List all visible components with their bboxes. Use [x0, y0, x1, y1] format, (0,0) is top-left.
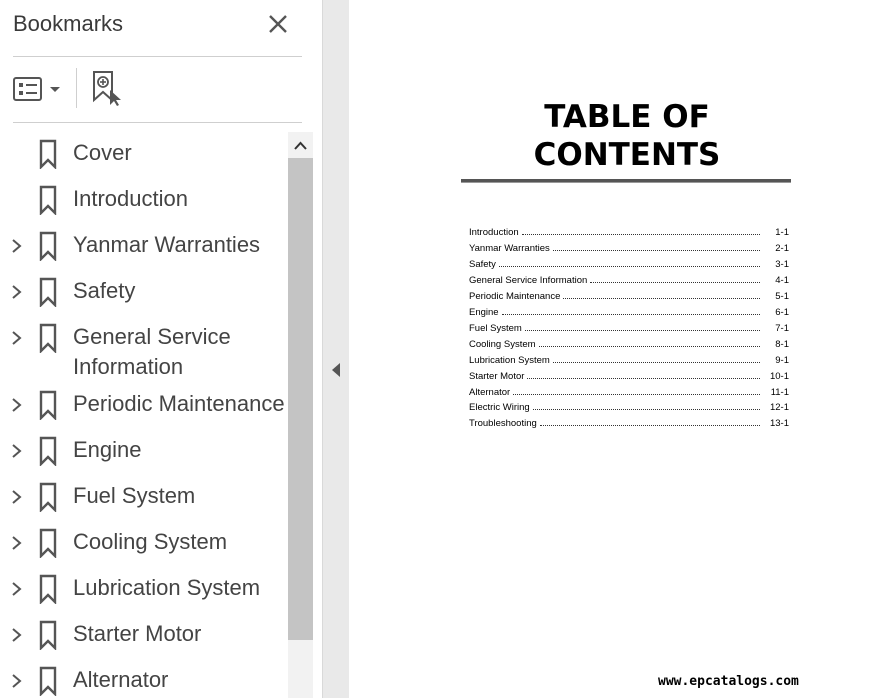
- toolbar-separator: [76, 68, 77, 108]
- toc-leader: [553, 250, 760, 251]
- toc-row: [469, 382, 789, 398]
- bookmark-item[interactable]: [0, 573, 288, 607]
- toc-entry-page: 5-1: [775, 290, 789, 302]
- triangle-left-icon: [330, 360, 342, 380]
- panel-title: Bookmarks: [13, 11, 124, 36]
- bookmark-label: Starter Motor: [73, 621, 202, 646]
- chevron-right-icon[interactable]: [9, 284, 25, 300]
- bookmark-icon: [38, 323, 58, 353]
- chevron-right-icon[interactable]: [9, 238, 25, 254]
- toc-leader: [499, 266, 760, 267]
- toc-entry-page: 7-1: [775, 322, 789, 334]
- toc-title-line2: CONTENTS: [533, 137, 721, 173]
- bookmark-item[interactable]: [0, 138, 288, 172]
- toc-title: [470, 98, 784, 174]
- bookmark-label: Safety: [73, 278, 136, 303]
- toc-leader: [539, 346, 760, 347]
- bookmark-label: Lubrication System: [73, 575, 261, 600]
- toc-leader: [563, 298, 760, 299]
- toc-entry-page: 9-1: [775, 354, 789, 366]
- toc-entry-page: 3-1: [775, 258, 789, 270]
- close-icon: [264, 10, 292, 38]
- bookmark-item[interactable]: [0, 322, 288, 386]
- bookmark-label: Engine: [73, 437, 142, 462]
- chevron-up-icon: [288, 132, 313, 158]
- chevron-right-icon[interactable]: [9, 489, 25, 505]
- chevron-right-icon[interactable]: [9, 581, 25, 597]
- chevron-right-icon[interactable]: [9, 673, 25, 689]
- chevron-right-icon[interactable]: [9, 443, 25, 459]
- bookmark-item[interactable]: [0, 230, 288, 264]
- toc-entry-name: General Service Information: [469, 274, 588, 286]
- bookmark-label-line2: Information: [73, 354, 184, 379]
- toc-row: [469, 238, 789, 254]
- bookmark-icon: [38, 390, 58, 420]
- add-bookmark-button[interactable]: [90, 70, 126, 108]
- bookmark-label: Cover: [73, 140, 132, 165]
- bookmark-icon: [38, 139, 58, 169]
- toc-row: [469, 270, 789, 286]
- toc-title-line1: TABLE OF: [544, 99, 710, 135]
- toc-entry-name: Fuel System: [469, 322, 522, 334]
- bookmark-item[interactable]: [0, 665, 288, 698]
- toc-row: [469, 254, 789, 270]
- chevron-right-icon[interactable]: [9, 535, 25, 551]
- toc-entry-name: Periodic Maintenance: [469, 290, 561, 302]
- toc-row: [469, 350, 789, 366]
- toc-row: [469, 397, 789, 413]
- toc-row: [469, 222, 789, 238]
- toc-leader: [525, 330, 760, 331]
- toc-entry-page: 4-1: [775, 274, 789, 286]
- toc-entry-name: Engine: [469, 306, 499, 318]
- toc-entry-page: 8-1: [775, 338, 789, 350]
- toc-entry-name: Introduction: [469, 227, 519, 238]
- bookmark-item[interactable]: [0, 276, 288, 310]
- toc-entry-page: 13-1: [769, 418, 789, 430]
- bookmark-label: Periodic Maintenance: [73, 391, 285, 416]
- toc-entry-page: 10-1: [769, 370, 789, 382]
- watermark: www.epcatalogs.com: [658, 674, 799, 689]
- bookmark-icon: [38, 666, 58, 696]
- panel-splitter[interactable]: [323, 0, 349, 698]
- toc-entry-page: 12-1: [769, 402, 789, 414]
- toc-leader: [590, 282, 760, 283]
- toc-leader: [502, 314, 760, 315]
- bookmark-icon: [38, 482, 58, 512]
- toc-row: [469, 302, 789, 318]
- bookmark-icon: [38, 620, 58, 650]
- bookmark-label: Introduction: [73, 186, 188, 211]
- toc-entry-page: 11-1: [770, 386, 789, 398]
- toc-row: [469, 366, 789, 382]
- toc-row: [469, 286, 789, 302]
- bookmarks-panel: [0, 0, 323, 698]
- bookmark-label: Fuel System: [73, 483, 196, 508]
- toc-leader: [522, 234, 760, 235]
- chevron-right-icon[interactable]: [9, 627, 25, 643]
- toc-leader: [533, 409, 760, 410]
- collapse-panel-button[interactable]: [330, 360, 342, 380]
- bookmark-icon: [38, 185, 58, 215]
- bookmark-item[interactable]: [0, 481, 288, 515]
- toc-leader: [527, 378, 760, 379]
- title-rule: [461, 179, 791, 183]
- list-options-icon: [12, 74, 64, 104]
- toc-entry-name: Electric Wiring: [469, 402, 530, 414]
- toc-entry-page: 2-1: [775, 242, 789, 254]
- bookmark-item[interactable]: [0, 619, 288, 653]
- bookmark-label: Yanmar Warranties: [73, 232, 261, 257]
- bookmark-item[interactable]: [0, 184, 288, 218]
- bookmark-icon: [38, 231, 58, 261]
- bookmark-icon: [38, 436, 58, 466]
- toc-row: [469, 318, 789, 334]
- toc-entry-page: 1-1: [775, 227, 789, 238]
- bookmark-list: [0, 132, 288, 698]
- bookmark-label: Alternator: [73, 667, 169, 692]
- scroll-thumb[interactable]: [288, 158, 313, 640]
- bookmark-label: Cooling System: [73, 529, 228, 554]
- bookmark-icon: [38, 574, 58, 604]
- bookmark-item[interactable]: [0, 527, 288, 561]
- toc-leader: [513, 394, 760, 395]
- add-bookmark-icon: [90, 70, 126, 108]
- toc-leader: [553, 362, 760, 363]
- document-page: [350, 0, 870, 698]
- bookmark-item[interactable]: [0, 389, 288, 423]
- toc-entry-name: Cooling System: [469, 338, 536, 350]
- divider-toolbar: [13, 122, 302, 123]
- bookmark-icon: [38, 528, 58, 558]
- toc-entry-name: Troubleshooting: [469, 418, 537, 430]
- toc-leader: [540, 425, 760, 426]
- scrollbar[interactable]: [288, 132, 313, 698]
- toc-entry-name: Alternator: [469, 386, 511, 398]
- close-button[interactable]: [264, 10, 292, 38]
- divider-top: [13, 56, 302, 57]
- bookmark-item[interactable]: [0, 435, 288, 469]
- toc-entry-name: Safety: [469, 258, 496, 270]
- toc-entry-name: Lubrication System: [469, 354, 550, 366]
- chevron-right-icon[interactable]: [9, 330, 25, 346]
- toc-entry-name: Yanmar Warranties: [469, 242, 550, 254]
- scroll-up-button[interactable]: [288, 132, 313, 158]
- chevron-right-icon[interactable]: [9, 397, 25, 413]
- options-button[interactable]: [12, 74, 64, 104]
- toc-row: [469, 334, 789, 350]
- toc-row: [469, 413, 789, 429]
- toc-entry-name: Starter Motor: [469, 370, 525, 382]
- bookmark-icon: [38, 277, 58, 307]
- bookmark-label: General Service: [73, 324, 231, 349]
- toc-entry-page: 6-1: [775, 306, 789, 318]
